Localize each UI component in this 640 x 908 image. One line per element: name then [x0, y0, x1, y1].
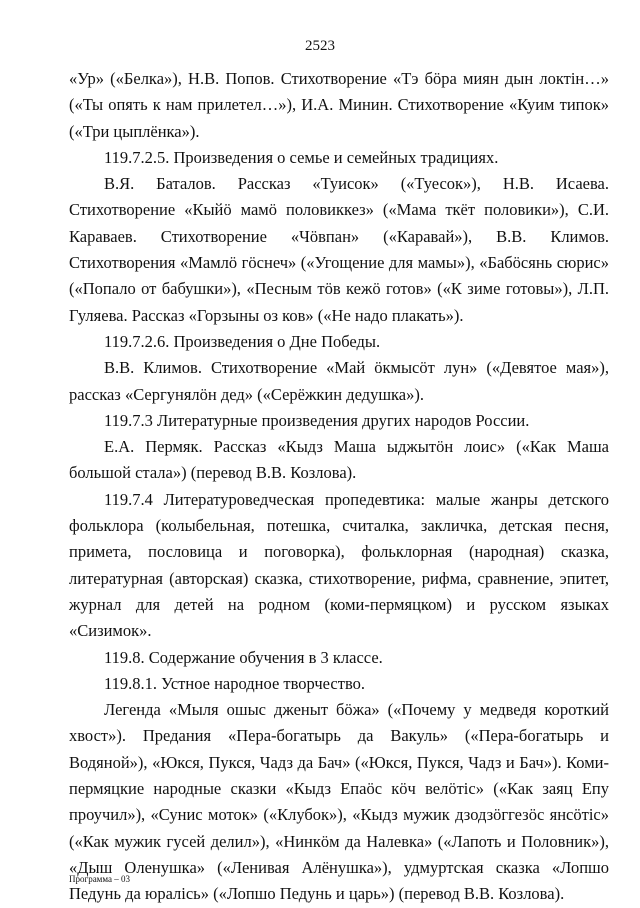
section-heading-119-7-2-5: 119.7.2.5. Произведения о семье и семейных традициях. [104, 147, 499, 167]
paragraph-literary-propaedeutics: 119.7.4 Литературоведческая пропедевтика: малые жанры детского фольклора (колыбельная, потешка, считалка, закличка, детская песня, примета, пословица и поговорка), фольклорная (народная) сказка, литературная (авторская) сказка, стихотворение, рифма, сравнение, эпитет, журнал для детей на родном (коми-пермяцком) и русском языках «Сизимок». [69, 489, 609, 641]
page-number: 2523 [305, 38, 335, 54]
paragraph-other-peoples-works: Е.А. Пермяк. Рассказ «Кыдз Маша ыджытöн лоис» («Как Маша большой стала») (перевод В.В. Козлова). [69, 437, 609, 483]
paragraph-victory-works: В.В. Климов. Стихотворение «Май öкмысöт лун» («Девятое мая»), рассказ «Сергунялöн дед» («Серёжкин дедушка»). [69, 358, 609, 404]
footer-label: Программа – 03 [69, 874, 131, 884]
section-heading-119-7-3: 119.7.3 Литературные произведения других народов России. [104, 410, 530, 430]
paragraph-continued: «Ур» («Белка»), Н.В. Попов. Стихотворение «Тэ бöра миян дын локтiн…» («Ты опять к нам прилетел…»), И.А. Минин. Стихотворение «Куим типок» («Три цыплёнка»). [69, 69, 609, 141]
document-body [69, 66, 609, 908]
paragraph-folk-works: Легенда «Мыля ошыс дженыт бöжа» («Почему у медведя короткий хвост»). Предания «Пера-богатырь да Вакуль» («Пера-богатырь и Водяной»), «Юкся, Пукся, Чадз да Бач» («Юкся, Пукся, Чадз и Бач»). Коми-пермяцкие народные сказки «Кыдз Епаöс кöч велöтiс» («Как заяц Епу проучил»), «Сунис моток» («Клубок»), «Кыдз мужик дзодзöггезöс янсöтiс» («Как мужик гусей делил»), «Нинкöм да Налевка» («Лапоть и Половник»), «Дыш Оленушка» («Ленивая Алёнушка»), удмуртская сказка «Лопшо Педунь да юралiсь» («Лопшо Педунь и царь») (перевод В.В. Козлова). [69, 700, 609, 904]
section-heading-119-8-1: 119.8.1. Устное народное творчество. [104, 673, 366, 693]
section-heading-119-8: 119.8. Содержание обучения в 3 классе. [104, 647, 383, 667]
paragraph-family-works: В.Я. Баталов. Рассказ «Туисок» («Туесок»), Н.В. Исаева. Стихотворение «Кыйö мамö половиккез» («Мама ткёт половики»), С.И. Караваев. Стихотворение «Чöвпан» («Каравай»), В.В. Климов. Стихотворения «Мамлö гöснеч» («Угощение для мамы»), «Бабöсянь сюрис» («Попало от бабушки»), «Песным тöв кежö готов» («К зиме готовы»), Л.П. Гуляева. Рассказ «Горзыны оз ков» («Не надо плакать»). [69, 174, 609, 325]
section-heading-119-7-2-6: 119.7.2.6. Произведения о Дне Победы. [104, 331, 381, 351]
